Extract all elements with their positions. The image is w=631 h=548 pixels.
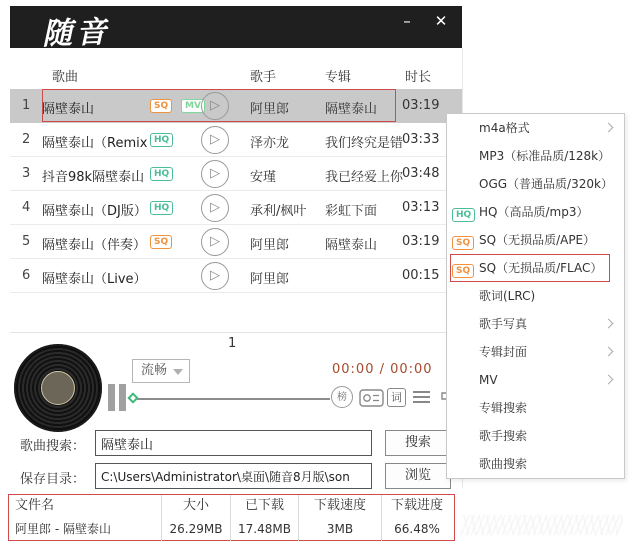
dl-filename: 阿里郎 - 隔壁泰山 (9, 518, 162, 541)
song-singer: 泽亦龙 (250, 136, 290, 151)
song-table-header (10, 60, 462, 88)
song-album: 我们终究是错 (325, 136, 404, 151)
sq-badge: SQ (452, 264, 474, 278)
song-title: 隔壁泰山（伴奏） (42, 238, 147, 253)
song-row-3[interactable] (10, 157, 462, 191)
browse-button[interactable]: 浏览 (385, 463, 451, 489)
song-title: 隔壁泰山（Remix (42, 136, 148, 151)
submenu-arrow-icon (604, 123, 614, 133)
song-row-6[interactable] (10, 259, 462, 293)
dl-header-speed: 下载速度 (299, 495, 382, 518)
song-singer: 阿里郎 (250, 238, 290, 253)
menu-item-ogg-320k[interactable]: OGG（普通品质/320k） (479, 177, 613, 191)
song-row-4[interactable] (10, 191, 462, 225)
song-title: 隔壁泰山（DJ版） (42, 204, 147, 219)
rank-icon[interactable]: 榜 (331, 386, 353, 408)
row-index: 5 (22, 234, 31, 249)
progress-slider[interactable] (133, 398, 330, 400)
menu-item-sq-flac[interactable]: SQ SQ（无损品质/FLAC） (447, 254, 624, 282)
row-index: 1 (22, 98, 31, 113)
close-button[interactable]: ✕ (434, 12, 448, 30)
song-row-5[interactable] (10, 225, 462, 259)
minimize-button[interactable]: – (403, 12, 411, 30)
song-singer: 阿里郎 (250, 272, 290, 287)
title-bar (10, 6, 462, 53)
pause-button[interactable] (108, 384, 128, 411)
time-display: 00:00 / 00:00 (332, 362, 433, 377)
page-number[interactable]: 1 (228, 336, 237, 351)
song-title: 隔壁泰山（Live） (42, 272, 147, 287)
row-index: 2 (22, 132, 31, 147)
row-index: 4 (22, 200, 31, 215)
song-album: 彩虹下面 (325, 204, 378, 219)
lyrics-icon[interactable]: 词 (387, 388, 406, 407)
sq-badge: SQ (150, 235, 172, 249)
play-button[interactable]: ▷ (201, 194, 229, 222)
header-album: 专辑 (325, 70, 352, 85)
submenu-arrow-icon (604, 347, 614, 357)
song-duration: 00:15 (402, 268, 440, 283)
dl-header-filename: 文件名 (9, 495, 162, 518)
download-table-header (9, 495, 454, 518)
menu-item-mp3-128k[interactable]: MP3（标准品质/128k） (479, 149, 611, 163)
menu-item-song-search[interactable]: 歌曲搜索 (479, 457, 528, 471)
quality-value: 流畅 (141, 363, 168, 378)
song-album: 隔壁泰山 (325, 238, 378, 253)
menu-item-singer-photo[interactable]: 歌手写真 (447, 310, 624, 338)
search-button[interactable]: 搜索 (385, 430, 451, 456)
song-duration: 03:48 (402, 166, 440, 181)
chevron-down-icon (173, 369, 183, 375)
dl-progress: 66.48% (394, 522, 440, 536)
selection-highlight-box (42, 89, 396, 122)
sq-badge: SQ (150, 99, 172, 113)
save-dir-input[interactable] (95, 463, 372, 489)
header-song: 歌曲 (52, 70, 79, 85)
song-singer: 承利/枫叶 (250, 204, 307, 219)
menu-selection-highlight-box (450, 254, 610, 282)
song-duration: 03:19 (402, 98, 440, 113)
song-album: 我已经爱上你 (325, 170, 404, 185)
menu-item-album-search[interactable]: 专辑搜索 (479, 401, 528, 415)
header-singer: 歌手 (250, 70, 277, 85)
hq-badge: HQ (452, 208, 475, 222)
song-title: 抖音98k隔壁泰山 (42, 170, 145, 185)
row-index: 6 (22, 268, 31, 283)
song-search-input[interactable] (95, 430, 372, 456)
format-context-menu (446, 113, 625, 479)
playlist-icon[interactable] (413, 391, 430, 404)
watermark (461, 515, 624, 535)
app-logo: 随音 (41, 14, 111, 53)
radio-icon[interactable] (359, 389, 384, 411)
download-row[interactable] (9, 518, 454, 541)
song-duration: 03:19 (402, 234, 440, 249)
dl-speed: 3MB (299, 518, 382, 541)
menu-item-singer-search[interactable]: 歌手搜索 (479, 429, 528, 443)
song-search-label: 歌曲搜索： (20, 439, 86, 454)
dl-header-downloaded: 已下载 (231, 495, 299, 518)
header-duration: 时长 (405, 70, 432, 85)
play-button[interactable]: ▷ (201, 92, 229, 120)
dl-downloaded: 17.48MB (231, 518, 299, 541)
hq-badge: HQ (150, 133, 173, 147)
hq-badge: HQ (150, 167, 173, 181)
save-dir-label: 保存目录： (20, 472, 86, 487)
player-divider (10, 332, 462, 333)
dl-header-size: 大小 (162, 495, 231, 518)
play-button[interactable]: ▷ (201, 228, 229, 256)
menu-item-hq-mp3[interactable]: HQ HQ（高品质/mp3） (447, 198, 624, 226)
play-button[interactable]: ▷ (201, 126, 229, 154)
dl-size: 26.29MB (162, 518, 231, 541)
vinyl-label (41, 371, 75, 405)
quality-dropdown[interactable] (132, 359, 190, 383)
menu-item-sq-ape[interactable]: SQ SQ（无损品质/APE） (447, 226, 624, 254)
vinyl-record (14, 344, 102, 432)
submenu-arrow-icon (604, 375, 614, 385)
song-album: 隔壁泰山 (325, 102, 378, 117)
submenu-arrow-icon (604, 319, 614, 329)
menu-item-m4a[interactable]: m4a格式 (447, 114, 624, 142)
hq-badge: HQ (150, 201, 173, 215)
dl-header-progress: 下载进度 (390, 498, 443, 513)
song-row-2[interactable] (10, 123, 462, 157)
progress-slider-handle[interactable] (127, 392, 138, 403)
play-button[interactable]: ▷ (201, 262, 229, 290)
menu-item-lyrics-lrc[interactable]: 歌词(LRC) (479, 289, 536, 303)
download-table (8, 494, 455, 541)
song-singer: 安瑾 (250, 170, 277, 185)
song-title: 隔壁泰山 (42, 102, 95, 117)
song-duration: 03:33 (402, 132, 440, 147)
menu-item-album-cover[interactable]: 专辑封面 (447, 338, 624, 366)
song-duration: 03:13 (402, 200, 440, 215)
row-index: 3 (22, 166, 31, 181)
menu-item-mv[interactable]: MV (447, 366, 624, 394)
sq-badge: SQ (452, 236, 474, 250)
mv-badge: MV (181, 99, 205, 113)
play-button[interactable]: ▷ (201, 160, 229, 188)
song-singer: 阿里郎 (250, 102, 290, 117)
song-row-1[interactable] (10, 89, 462, 123)
